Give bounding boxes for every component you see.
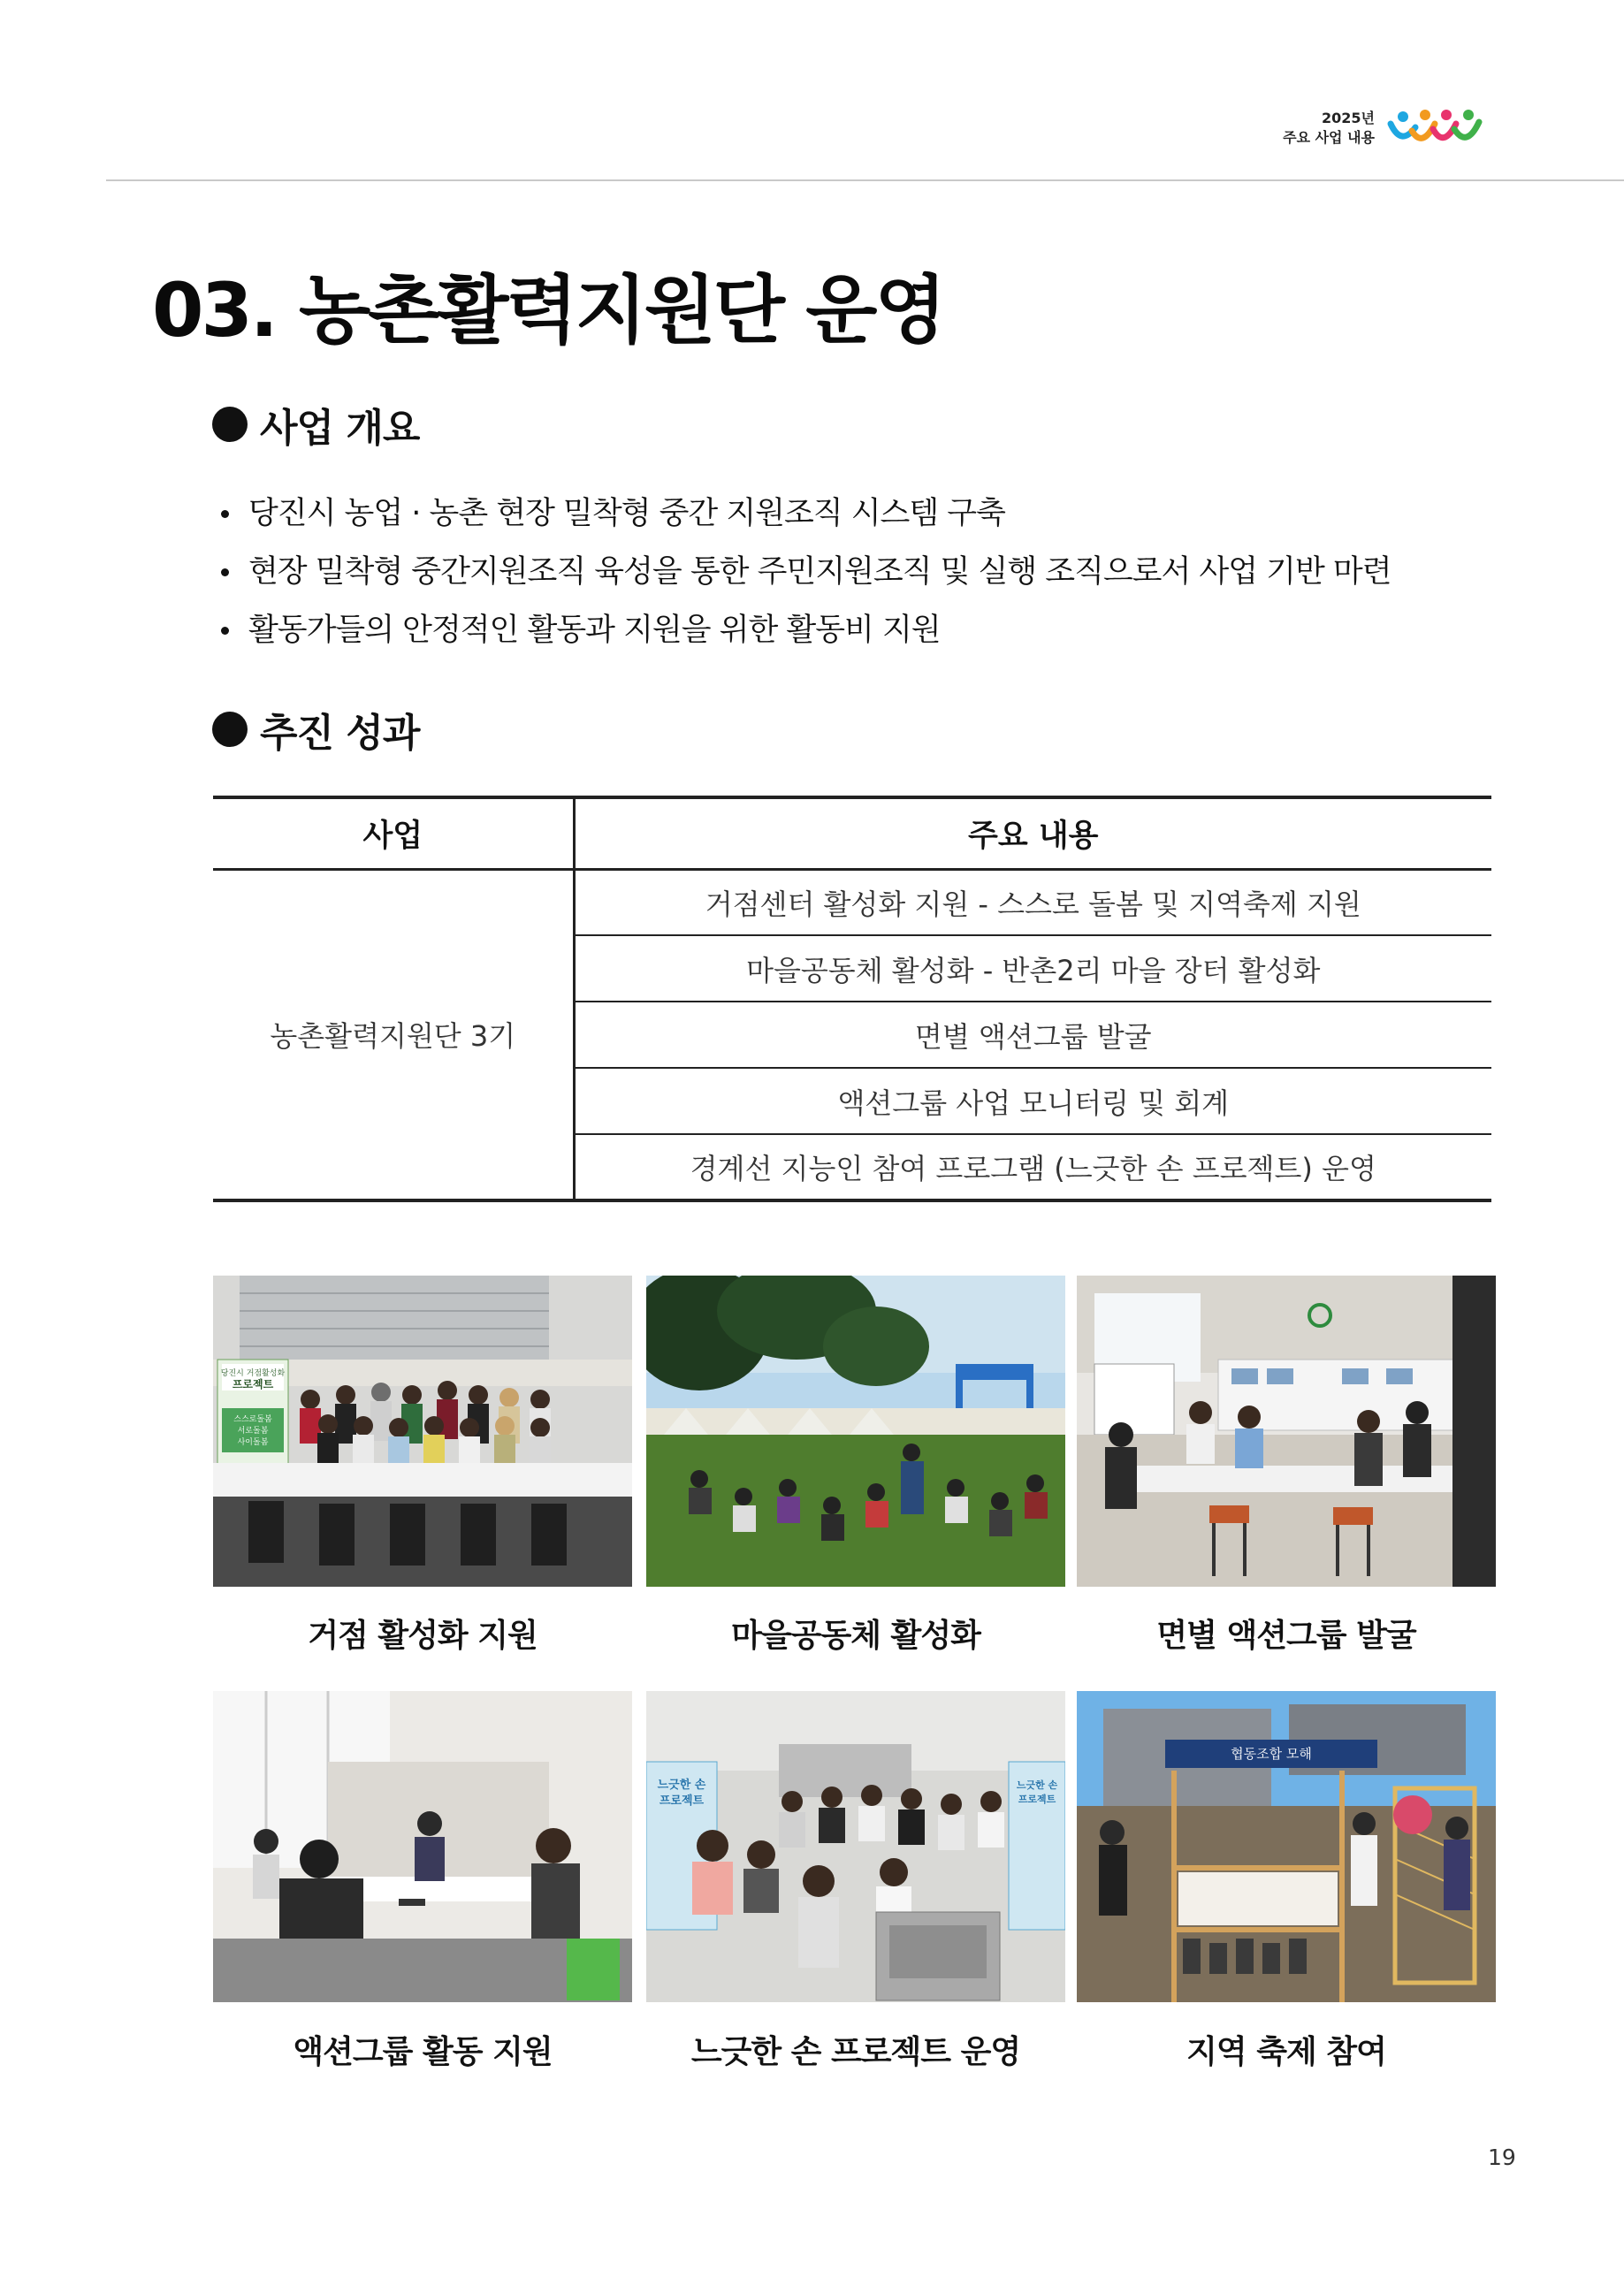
- photo-action-group-support: [213, 1691, 632, 2002]
- list-item: [221, 601, 1391, 659]
- svg-text:서로돌봄: 서로돌봄: [237, 1427, 269, 1436]
- bullet-icon: [221, 568, 229, 576]
- bullet-icon: [221, 627, 229, 635]
- svg-text:프로젝트: 프로젝트: [659, 1794, 705, 1808]
- photo-action-group: [1077, 1276, 1496, 1587]
- results-heading: [212, 701, 419, 758]
- table-cell: 면별 액션그룹 발굴: [574, 1002, 1491, 1068]
- page-number: 19: [1488, 2145, 1516, 2170]
- overview-heading: [212, 396, 419, 453]
- photo-caption: 거점 활성화 지원: [308, 1618, 538, 1654]
- results-heading-text: 추진 성과: [260, 711, 420, 756]
- photo-slow-hands-project: [646, 1691, 1065, 2002]
- people-logo-icon: [1385, 106, 1484, 150]
- table-cell: 거점센터 활성화 지원 - 스스로 돌봄 및 지역축제 지원: [574, 869, 1491, 935]
- svg-text:프로젝트: 프로젝트: [1018, 1794, 1056, 1805]
- page-title: 03. 농촌활력지원단 운영: [152, 267, 944, 354]
- photo-caption: 마을공동체 활성화: [731, 1618, 980, 1654]
- photo-local-festival: [1077, 1691, 1496, 2002]
- column-header-business: 사업: [213, 797, 574, 869]
- photo-caption: 느긋한 손 프로젝트 운영: [690, 2034, 1021, 2070]
- photo-village-community: [646, 1276, 1065, 1587]
- table-cell: 경계선 지능인 참여 프로그램 (느긋한 손 프로젝트) 운영: [574, 1134, 1491, 1200]
- photo-caption: 액션그룹 활동 지원: [293, 2034, 553, 2070]
- column-header-content: 주요 내용: [574, 797, 1491, 869]
- header-subtitle: 주요 사업 내용: [1283, 129, 1375, 146]
- svg-text:협동조합 모해: 협동조합 모해: [1231, 1746, 1312, 1762]
- bullet-icon: [221, 510, 229, 518]
- svg-text:당진시 거점활성화: 당진시 거점활성화: [220, 1369, 286, 1378]
- svg-text:느긋한 손: 느긋한 손: [1016, 1779, 1058, 1791]
- overview-heading-text: 사업 개요: [260, 406, 420, 451]
- svg-text:프로젝트: 프로젝트: [232, 1378, 274, 1390]
- table-header-row: [213, 797, 1491, 869]
- bullet-circle-icon: [212, 712, 248, 747]
- photo-caption: 지역 축제 참여: [1186, 2034, 1386, 2070]
- svg-text:사이돌봄: 사이돌봄: [237, 1438, 269, 1447]
- list-item: [221, 543, 1391, 601]
- header-text: [1283, 109, 1375, 148]
- bullet-circle-icon: [212, 407, 248, 442]
- header-year: 2025년: [1322, 110, 1375, 126]
- category-cell: 농촌활력지원단 3기: [213, 869, 574, 1200]
- overview-item-text: 활동가들의 안정적인 활동과 지원을 위한 활동비 지원: [248, 613, 941, 648]
- photo-hub-support: [213, 1276, 632, 1587]
- overview-item-text: 당진시 농업 · 농촌 현장 밀착형 중간 지원조직 시스템 구축: [248, 496, 1005, 531]
- list-item: [221, 484, 1391, 543]
- table-row: [213, 869, 1491, 935]
- table-cell: 마을공동체 활성화 - 반촌2리 마을 장터 활성화: [574, 935, 1491, 1002]
- photo-caption: 면별 액션그룹 발굴: [1156, 1618, 1416, 1654]
- table-cell: 액션그룹 사업 모니터링 및 회계: [574, 1068, 1491, 1134]
- overview-list: [221, 484, 1391, 659]
- overview-item-text: 현장 밀착형 중간지원조직 육성을 통한 주민지원조직 및 실행 조직으로서 사업 기반 마련: [248, 554, 1391, 590]
- header-divider: [106, 179, 1624, 181]
- page-header: [1283, 106, 1484, 150]
- svg-text:스스로돌봄: 스스로돌봄: [233, 1415, 272, 1424]
- svg-text:느긋한 손: 느긋한 손: [657, 1779, 706, 1792]
- results-table: [213, 796, 1491, 1202]
